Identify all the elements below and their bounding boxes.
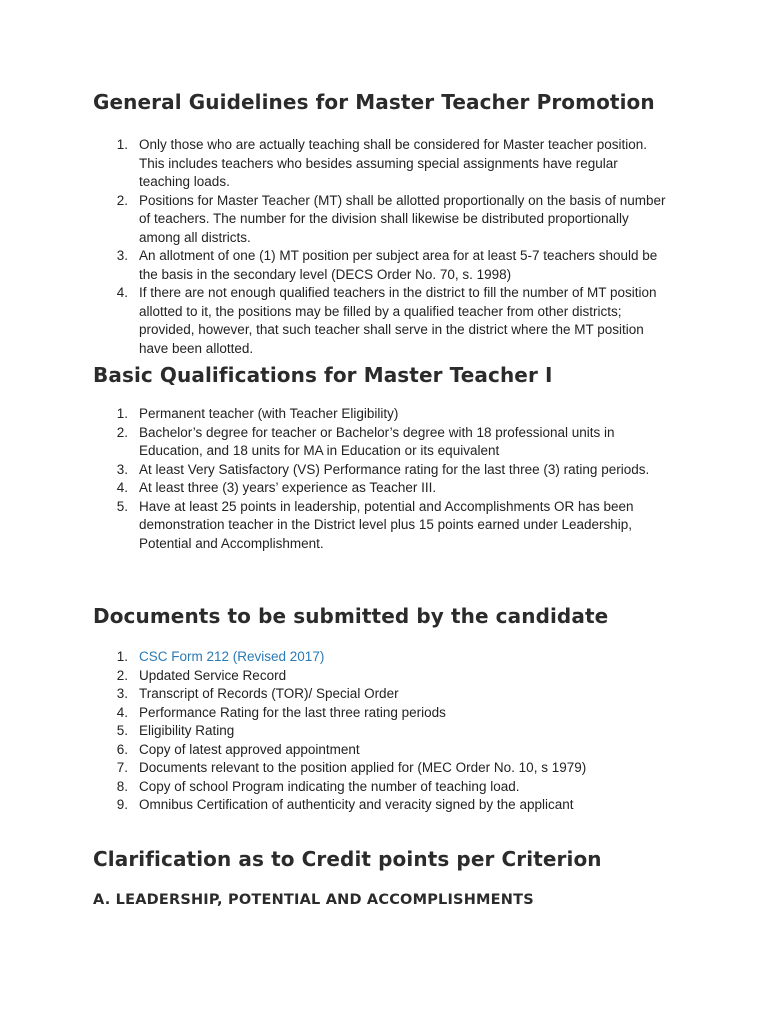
list-item: 4. If there are not enough qualified teachers in the district to fill the number of MT position allotted to it, the positions may be filled by a qualified teacher from other districts; provided, however, that such teacher shall serve in the district where the MT position have been allotted. <box>116 285 657 356</box>
list-item: 4. At least three (3) years’ experience as Teacher III. <box>116 480 437 495</box>
list-item: 1. CSC Form 212 (Revised 2017) <box>116 649 325 664</box>
list-item: 2. Bachelor’s degree for teacher or Bachelor’s degree with 18 professional units in Education, and 18 units for MA in Education or its equivalent <box>116 424 615 458</box>
list-documents <box>0 648 669 815</box>
list-item: 2. Positions for Master Teacher (MT) shall be allotted proportionally on the basis of number of teachers. The number for the division shall likewise be distributed proportionally among all districts. <box>116 192 666 245</box>
list-basic-qualifications <box>0 405 669 553</box>
list-item: 8. Copy of school Program indicating the number of teaching load. <box>116 778 520 794</box>
list-item: 9. Omnibus Certification of authenticity and veracity signed by the applicant <box>116 797 574 812</box>
list-item: 7. Documents relevant to the position applied for (MEC Order No. 10, s 1979) <box>116 760 587 775</box>
list-item: 1. Only those who are actually teaching shall be considered for Master teacher position. This includes teachers who besides assuming special assignments have regular teaching loads. <box>116 137 648 189</box>
csc-form-212-link[interactable]: CSC Form 212 (Revised 2017) <box>139 649 325 664</box>
list-item: 3. Transcript of Records (TOR)/ Special Order <box>116 686 399 701</box>
list-general-guidelines <box>0 136 669 358</box>
list-item: 2. Updated Service Record <box>116 667 287 683</box>
list-item: 6. Copy of latest approved appointment <box>116 741 360 757</box>
list-item: 3. An allotment of one (1) MT position per subject area for at least 5-7 teachers should be the basis in the secondary level (DECS Order No. 70, s. 1998) <box>116 248 658 282</box>
heading-documents: Documents to be submitted by the candidate <box>93 604 609 628</box>
list-item: 5. Have at least 25 points in leadership, potential and Accomplishments OR has been demonstration teacher in the District level plus 15 points earned under Leadership, Potential and Accomplishment. <box>116 498 634 551</box>
list-item: 4. Performance Rating for the last three rating periods <box>116 704 446 720</box>
heading-general-guidelines: General Guidelines for Master Teacher Promotion <box>93 90 655 114</box>
list-item: 5. Eligibility Rating <box>116 723 235 738</box>
list-item: 3. At least Very Satisfactory (VS) Performance rating for the last three (3) rating periods. <box>116 461 650 477</box>
list-item: 1. Permanent teacher (with Teacher Eligibility) <box>116 406 399 421</box>
heading-clarification: Clarification as to Credit points per Criterion <box>93 847 602 871</box>
heading-basic-qualifications: Basic Qualifications for Master Teacher I <box>93 363 553 387</box>
subheading-leadership: A. LEADERSHIP, POTENTIAL AND ACCOMPLISHMENTS <box>93 892 534 908</box>
